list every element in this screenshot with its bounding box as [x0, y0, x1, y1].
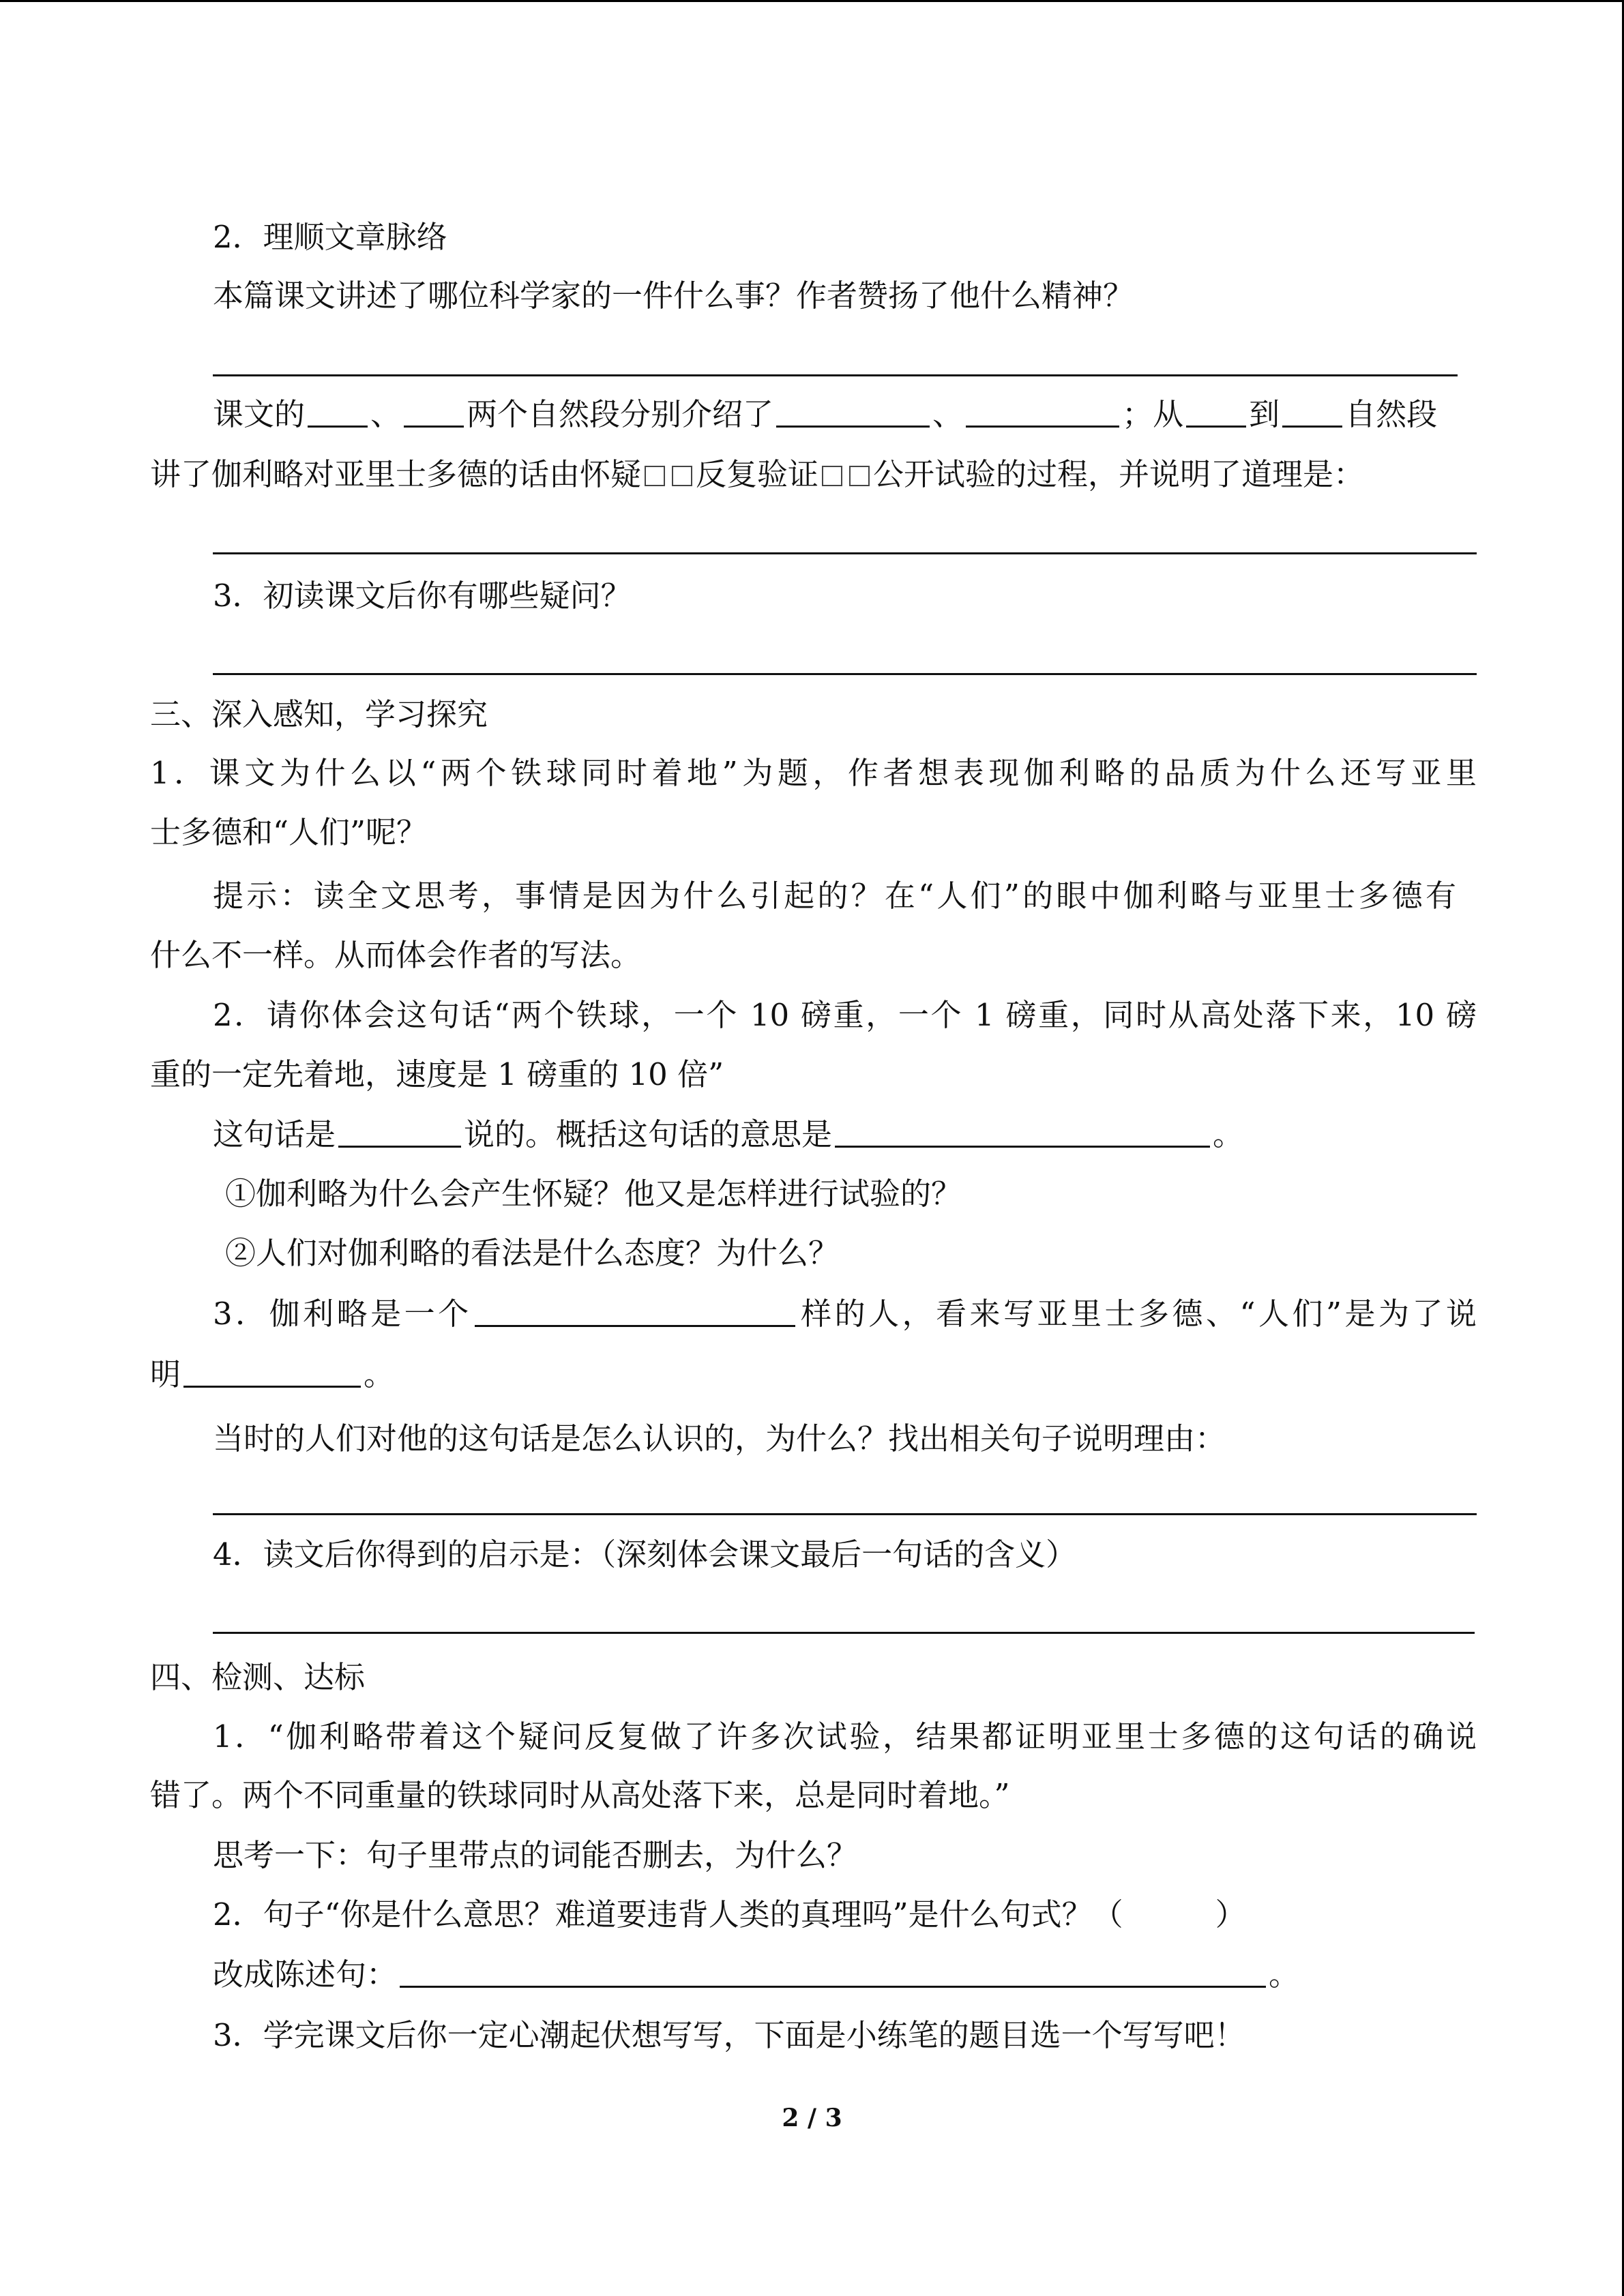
- question-text: 本篇课文讲述了哪位科学家的一件什么事？作者赞扬了他什么精神？: [213, 278, 1134, 314]
- question-text: 4．读文后你得到的启示是：（深刻体会课文最后一句话的含义）: [213, 1536, 1077, 1572]
- blank-field[interactable]: [308, 396, 368, 428]
- blank-field[interactable]: [404, 396, 464, 428]
- question-text: 思考一下：句子里带点的词能否删去，为什么？: [213, 1837, 858, 1873]
- question-text: 重的一定先着地，速度是 1 磅重的 10 倍”: [150, 1056, 724, 1092]
- answer-line[interactable]: [213, 552, 1477, 554]
- question-text: 3．初读课文后你有哪些疑问？: [213, 578, 632, 614]
- question-text: 1．课文为什么以“两个铁球同时着地”为题，作者想表现伽利略的品质为什么还写亚里: [150, 755, 1477, 791]
- question-text: 1．“伽利略带着这个疑问反复做了许多次试验，结果都证明亚里士多德的这句话的确说: [213, 1718, 1477, 1755]
- blank-field[interactable]: [1282, 396, 1342, 428]
- question-text: 3．学完课文后你一定心潮起伏想写写，下面是小练笔的题目选一个写写吧！: [213, 2017, 1245, 2053]
- page-top-border: [0, 0, 1624, 2]
- section-2-heading: 2．理顺文章脉络: [213, 219, 447, 255]
- answer-line[interactable]: [213, 1513, 1477, 1515]
- question-text: 2．句子“你是什么意思？难道要违背人类的真理吗”是什么句式？（ ）: [213, 1896, 1246, 1933]
- section-4-heading: 四、检测、达标: [150, 1659, 366, 1695]
- answer-line[interactable]: [213, 673, 1477, 675]
- hint-text: 提示：读全文思考，事情是因为什么引起的？在“人们”的眼中伽利略与亚里士多德有: [213, 878, 1456, 914]
- box-icon: [822, 466, 842, 486]
- blank-field[interactable]: [183, 1356, 361, 1388]
- answer-line[interactable]: [213, 374, 1458, 376]
- blank-field[interactable]: [776, 396, 930, 428]
- sub-question: ①伽利略为什么会产生怀疑？他又是怎样进行试验的？: [225, 1176, 962, 1212]
- question-text: 2．请你体会这句话“两个铁球，一个 10 磅重，一个 1 磅重，同时从高处落下来，10 磅: [213, 997, 1477, 1033]
- box-icon: [645, 466, 665, 486]
- fill-in-sentence: 课文的 、 两个自然段分别介绍了 、 ；从 到 自然段: [213, 396, 1438, 432]
- blank-field[interactable]: [400, 1956, 1266, 1988]
- question-text: 错了。两个不同重量的铁球同时从高处落下来，总是同时着地。”: [150, 1777, 1010, 1813]
- fill-in-sentence: 改成陈述句： 。: [213, 1956, 1300, 1993]
- blank-field[interactable]: [966, 396, 1119, 428]
- answer-line[interactable]: [213, 1632, 1475, 1634]
- hint-text: 什么不一样。从而体会作者的写法。: [150, 937, 642, 973]
- question-text: 当时的人们对他的这句话是怎么认识的，为什么？找出相关句子说明理由：: [213, 1420, 1226, 1457]
- fill-in-sentence: 讲了伽利略对亚里士多德的话由怀疑 反复验证 公开试验的过程，并说明了道理是：: [150, 456, 1365, 492]
- blank-field[interactable]: [835, 1116, 1210, 1148]
- box-icon: [672, 466, 692, 486]
- question-text: 士多德和“人们”呢？: [150, 814, 428, 850]
- section-3-heading: 三、深入感知，学习探究: [150, 696, 488, 732]
- box-icon: [849, 466, 870, 486]
- fill-in-sentence: 明 。: [150, 1356, 395, 1392]
- page-number: 2 / 3: [782, 2104, 842, 2132]
- blank-field[interactable]: [338, 1116, 461, 1148]
- fill-in-sentence: 这句话是 说的。概括这句话的意思是 。: [213, 1116, 1244, 1152]
- sub-question: ②人们对伽利略的看法是什么态度？为什么？: [225, 1235, 840, 1271]
- blank-field[interactable]: [1186, 396, 1246, 428]
- blank-field[interactable]: [475, 1295, 795, 1327]
- fill-in-sentence: 3．伽利略是一个 样的人，看来写亚里士多德、“人们”是为了说: [213, 1296, 1477, 1332]
